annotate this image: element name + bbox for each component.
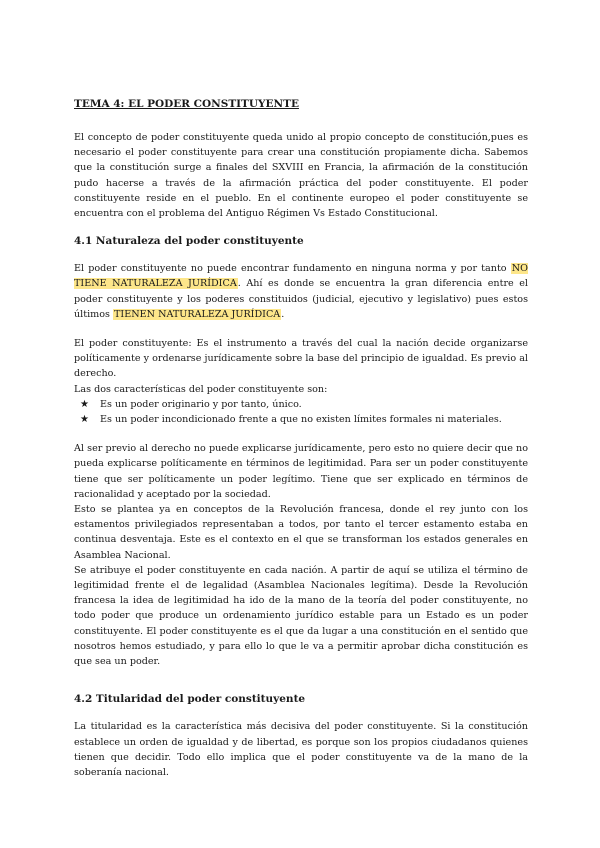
atribucion-paragraph: Se atribuye el poder constituyente en cada nación. A partir de aquí se utiliza el término de legitimidad frente el de legalidad (Asamblea Nacionales legítima). Desde la Revolución francesa la idea de legitimidad ha ido de la mano de la teoría del poder constituyente, no todo poder que produce un ordenamiento jurídico estable para un Estado es un poder constituyente. El poder constituyente es el que da lugar a una constitución en el sentido que nosotros hemos estudiado, y para ello lo que le va a permitir aprobar dicha constitución es que sea un poder. — [74, 564, 528, 668]
highlight-no-naturaleza: NO TIENE NATURALEZA JURÍDICA — [74, 263, 528, 290]
characteristics-list — [74, 397, 528, 427]
text-run: . Ahí es donde se encuentra la gran diferencia entre el poder constituyente y los poderes constituidos (judicial, ejecutivo y legislativo) pues estos últimos — [74, 278, 528, 320]
section-heading-naturaleza: 4.1 Naturaleza del poder constituyente — [74, 235, 304, 248]
revolucion-paragraph: Esto se plantea ya en conceptos de la Revolución francesa, donde el rey junto con los estamentos privilegiados representaban a todos, por tanto el tercer estamento estaba en continua desventaja. Este es el contexto en el que se transforman los estados generales en Asamblea Nacional. — [74, 504, 528, 561]
document-page — [74, 98, 528, 780]
list-item — [80, 397, 528, 412]
star-icon: ★ — [80, 414, 89, 426]
highlight-tienen-naturaleza: TIENEN NATURALEZA JURÍDICA — [114, 308, 281, 320]
list-item-text: Es un poder originario y por tanto, único. — [100, 398, 302, 410]
definition-paragraph: El poder constituyente: Es el instrumento a través del cual la nación decide organizarse políticamente y ordenarse jurídicamente sobre la base del principio de igualdad. Es previo al derecho. — [74, 338, 528, 380]
characteristics-intro: Las dos características del poder constituyente son: — [74, 383, 328, 395]
star-icon: ★ — [80, 398, 89, 410]
titularidad-paragraph: La titularidad es la característica más decisiva del poder constituyente. Si la constitución establece un orden de igualdad y de libertad, es porque son los propios ciudadanos quienes tienen que decidir. Todo ello implica que el poder constituyente va de la mano de la soberanía nacional. — [74, 721, 528, 778]
naturaleza-paragraph — [74, 261, 528, 322]
section-heading-titularidad: 4.2 Titularidad del poder constituyente — [74, 693, 306, 706]
intro-paragraph: El concepto de poder constituyente queda unido al propio concepto de constitución,pues es necesario el poder constituyente para crear una constitución propiamente dicha. Sabemos que la constitución surge a finales del SXVIII en Francia, la afirmación de la constitución pudo hacerse a través de la afirmación práctica del poder constituyente. El poder constituyente reside en el pueblo. En el continente europeo el poder constituyente se encuentra con el problema del Antiguo Régimen Vs Estado Constitucional. — [74, 132, 528, 220]
list-item — [80, 412, 528, 427]
list-item-text: Es un poder incondicionado frente a que no existen límites formales ni materiales. — [100, 414, 502, 426]
page-title: TEMA 4: EL PODER CONSTITUYENTE — [74, 98, 299, 110]
text-run: El poder constituyente no puede encontrar fundamento en ninguna norma y por tanto — [74, 263, 511, 275]
legitimidad-paragraph: Al ser previo al derecho no puede explicarse jurídicamente, pero esto no quiere decir que no pueda explicarse políticamente en términos de legitimidad. Para ser un poder constituyente tiene que ser políticamente un poder legítimo. Tiene que ser explicado en términos de racionalidad y aceptado por la sociedad. — [74, 443, 528, 500]
text-run: . — [281, 308, 285, 320]
